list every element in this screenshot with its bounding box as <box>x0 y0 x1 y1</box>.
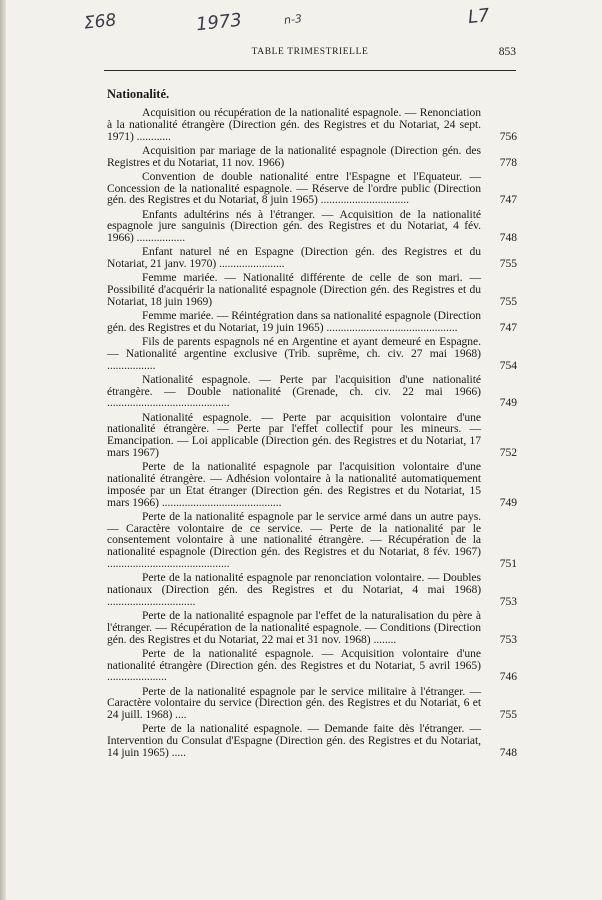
index-entry <box>107 246 517 270</box>
entry-text: Femme mariée. — Nationalité différente de celle de son mari. — Possibilité d'acquérir la nationalité espagnole (Direction gén. des Registres et du Notariat, 18 juin 1969) <box>107 271 481 308</box>
entry-page-ref: 751 <box>499 556 517 570</box>
entry-text: Convention de double nationalité entre l'Espagne et l'Equateur. — Concession de la nationalité espagnole. — Réserve de l'ordre public (Direction gén. des Registres et du Notariat, 8 juin 1965) ............................... <box>107 169 481 207</box>
entry-text: Perte de la nationalité espagnole par l'acquisition volontaire d'une nationalité étrangère. — Adhésion volontaire à la nationalité automatiquement imposée par un Etat étranger (Direction gén. des Registres et du Notariat, 15 mars 1966) .......................................... <box>107 460 481 509</box>
entry-page-ref: 756 <box>499 129 517 143</box>
entry-text: Perte de la nationalité espagnole par l'effet de la naturalisation du père à l'étranger. — Récupération de la nationalité espagnole. — Conditions (Direction gén. des Registres et du Notariat, 22 mai et 31 nov. 1968) ........ <box>107 608 481 646</box>
entry-page-ref: 755 <box>499 257 517 271</box>
entry-text: Enfants adultérins nés à l'étranger. — Acquisition de la nationalité espagnole jure sanguinis (Direction gén. des Registres et du Notariat, 4 fév. 1966) ................. <box>107 207 481 245</box>
entry-page-ref: 746 <box>499 670 517 684</box>
index-entry <box>107 723 517 758</box>
entry-text: Perte de la nationalité espagnole. — Demande faite dès l'étranger. — Intervention du Consulat d'Espagne (Direction gén. des Registres et du Notariat, 14 juin 1965) ..... <box>107 722 481 759</box>
index-entry <box>107 511 517 570</box>
running-title: TABLE TRIMESTRIELLE <box>251 47 369 57</box>
entry-page-ref: 752 <box>499 446 517 460</box>
entry-page-ref: 778 <box>499 155 517 169</box>
entry-text: Perte de la nationalité espagnole par le service militaire à l'étranger. — Caractère volontaire du service (Direction gén. des Registres et du Notariat, 6 et 24 juill. 1968) .... <box>107 684 481 722</box>
index-entry <box>107 336 517 371</box>
entry-text: Nationalité espagnole. — Perte par l'acquisition d'une nationalité étrangère. — Double nationalité (Grenade, ch. civ. 22 mai 1966) ........................................... <box>107 372 481 410</box>
entry-page-ref: 755 <box>499 294 517 308</box>
entry-page-ref: 747 <box>499 193 517 207</box>
index-entry <box>107 648 517 683</box>
index-entry <box>107 374 517 409</box>
index-entries <box>107 107 517 761</box>
header-rule <box>104 70 516 71</box>
entry-text: Nationalité espagnole. — Perte par acquisition volontaire d'une nationalité étrangère. — Perte par l'effet collectif pour les mineurs. — Emancipation. — Loi applicable (Direction gén. des Registres et du Notariat, 17 mars 1967) <box>107 410 481 460</box>
handwritten-note: 1973 <box>195 9 243 36</box>
index-entry <box>107 572 517 607</box>
entry-text: Perte de la nationalité espagnole par le service armé dans un autre pays. — Caractère volontaire de ce service. — Perte de la nationalité par le consentement volontaire à une nationalité étrangère. — Récupération de la nationalité espagnole (Direction gén. des Registres et du Notariat, 8 fév. 1967) ........................................... <box>107 509 481 570</box>
index-entry <box>107 145 517 169</box>
section-title: Nationalité. <box>107 87 170 101</box>
entry-page-ref: 749 <box>499 495 517 509</box>
entry-text: Femme mariée. — Réintégration dans sa nationalité espagnole (Direction gén. des Registres et du Notariat, 19 juin 1965) .............................................. <box>107 309 481 334</box>
book-spine-shadow <box>0 0 6 900</box>
handwritten-note: Σ68 <box>83 10 118 34</box>
index-entry <box>107 209 517 244</box>
handwritten-note: n-3 <box>283 12 303 27</box>
page-number: 853 <box>498 46 516 58</box>
entry-page-ref: 748 <box>499 231 517 245</box>
entry-page-ref: 753 <box>499 594 517 608</box>
index-entry <box>107 461 517 508</box>
entry-text: Acquisition ou récupération de la nationalité espagnole. — Renonciation à la nationalité étrangère (Direction gén. des Registres et du Notariat, 24 sept. 1971) ............ <box>107 106 481 143</box>
entry-page-ref: 755 <box>499 708 517 722</box>
index-entry <box>107 610 517 645</box>
handwritten-note: L7 <box>466 4 491 29</box>
entry-text: Perte de la nationalité espagnole par renonciation volontaire. — Doubles nationaux (Direction gén. des Registres et du Notariat, 4 mai 1968) ............................... <box>107 571 481 608</box>
index-entry <box>107 272 517 307</box>
index-entry <box>107 171 517 206</box>
entry-page-ref: 748 <box>499 745 517 759</box>
entry-page-ref: 753 <box>499 632 517 646</box>
index-entry <box>107 107 517 142</box>
page-header <box>104 47 516 63</box>
index-entry <box>107 310 517 334</box>
index-entry <box>107 412 517 459</box>
entry-text: Perte de la nationalité espagnole. — Acquisition volontaire d'une nationalité étrangère (Direction gén. des Registres et du Notariat, 5 avril 1965) ..................... <box>107 646 481 684</box>
entry-page-ref: 747 <box>499 320 517 334</box>
entry-page-ref: 749 <box>499 396 517 410</box>
entry-text: Enfant naturel né en Espagne (Direction gén. des Registres et du Notariat, 21 janv. 1970) ....................... <box>107 245 481 271</box>
entry-text: Acquisition par mariage de la nationalité espagnole (Direction gén. des Registres et du Notariat, 11 nov. 1966) <box>107 143 481 169</box>
index-entry <box>107 686 517 721</box>
entry-page-ref: 754 <box>499 358 517 372</box>
handwritten-annotations <box>0 0 602 40</box>
entry-text: Fils de parents espagnols né en Argentine et ayant demeuré en Espagne. — Nationalité argentine exclusive (Trib. suprême, ch. civ. 27 mai 1968) ................. <box>107 335 481 372</box>
